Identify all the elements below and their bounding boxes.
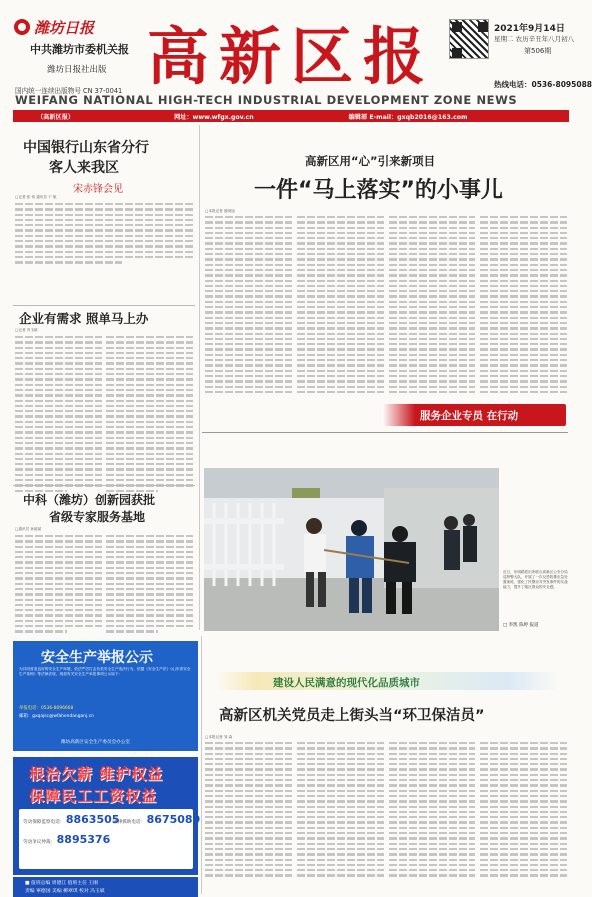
phone2-label: 法律援助电话：	[113, 820, 146, 825]
article-title-3a: 中科（潍坊）创新园获批	[23, 493, 156, 507]
salary-ad-phones	[19, 809, 201, 869]
photo-caption: 近日，东明路派出所联合高新区公安分局巡特警大队，开展了一次反恐防暴应急处置演练，强化了民警应对突发事件的实战能力，提升了辖区群众的安全感。	[503, 570, 568, 590]
website-link[interactable]: 网址：www.wfgx.gov.cn	[174, 113, 254, 121]
credits-line-2: 责编 寧德国 美编 柳翠琪 校对 冯玉斌	[25, 889, 105, 894]
safety-ad-phone: 举报电话：0536-8096668	[19, 706, 74, 711]
left-column	[13, 125, 195, 630]
phone3-number: 8895376	[56, 833, 111, 846]
masthead	[0, 0, 592, 108]
safety-ad	[13, 641, 198, 751]
bottom-story-body	[205, 742, 567, 890]
section-label: （高新区报）	[37, 113, 75, 121]
issn-line: 国内统一连续出版物号 CN 37-0041	[15, 87, 123, 95]
info-bar	[13, 110, 569, 122]
salary-ad-title-1: 根治欠薪 维护权益	[29, 765, 164, 783]
main-byline: □本报记者 夏晓旭	[205, 209, 235, 213]
credits-line-1: ■ 值班总编 周德江 值班主任 王刚	[25, 881, 98, 886]
email-link[interactable]: 编辑部 E-mail：gxqb2016@163.com	[348, 113, 468, 121]
article-body-3	[15, 535, 193, 636]
safety-ad-body: 为共同营造良好的安全生产环境，依法严厉打击各类安全生产违法行为，依据《安全生产法》《山东省安全生产条例》等法律法规，现将有关安全生产举报事项公示如下：	[19, 667, 191, 677]
footer-credits	[13, 877, 198, 897]
logo-text: 潍坊日报	[34, 18, 95, 37]
org-line-2: 潍坊日报社出版	[47, 65, 107, 75]
safety-ad-email: 邮箱：gxqajsc@wfahendanganj.cn	[19, 714, 94, 719]
issue-number: 第506期	[524, 47, 552, 55]
phone1-number: 8863505	[65, 813, 120, 826]
safety-ad-title: 安全生产举报公示	[41, 650, 153, 666]
english-title: WEIFANG NATIONAL HIGH-TECH INDUSTRIAL DEVELOPMENT ZONE NEWS	[15, 93, 518, 107]
issue-date: 2021年9月14日	[494, 24, 565, 34]
article-byline-2: □记者 冯玉斌	[15, 328, 38, 332]
slogan-banner	[215, 672, 560, 690]
safety-ad-footer: 潍坊高新区安全生产委员会办公室	[61, 740, 130, 745]
bottom-byline: □本报记者 邹 森	[205, 735, 233, 739]
logo-emblem-icon	[14, 19, 30, 35]
article-byline-3: □通讯员 孙丽斌	[15, 527, 42, 531]
article-title-3b: 省级专家服务基地	[49, 510, 146, 524]
photo-drill-scene	[204, 468, 499, 631]
article-body-1	[15, 203, 193, 267]
main-story-body	[205, 216, 567, 411]
phone2-number: 8675089	[146, 813, 201, 826]
service-banner	[382, 404, 566, 426]
qr-code	[449, 19, 489, 59]
phone1-label: 劳动保障监察电话：	[23, 820, 65, 825]
article-byline-1: □记者 张 伟 通讯员 于 航	[15, 195, 57, 199]
news-photo	[204, 468, 499, 631]
article-title-2: 企业有需求 照单马上办	[19, 311, 149, 326]
service-banner-text: 服务企业专员 在行动	[420, 410, 519, 422]
article-title-1b: 客人来我区	[49, 160, 119, 176]
phone3-label: 劳动争议仲裁：	[23, 840, 56, 845]
main-headline: 一件“马上落实”的小事儿	[254, 178, 503, 203]
main-kicker: 高新区用“心”引来新项目	[305, 154, 436, 168]
salary-ad-title-2: 保障民工工资权益	[29, 787, 158, 805]
article-body-2	[15, 336, 193, 495]
hotline: 热线电话：0536-8095088	[494, 80, 592, 89]
article-subtitle-1: 宋赤锋会见	[73, 184, 123, 195]
newspaper-logo	[14, 17, 122, 37]
bottom-headline: 高新区机关党员走上街头当“环卫保洁员”	[219, 708, 485, 724]
weekday-lunar: 星期二 农历辛丑年八月初八	[494, 35, 575, 43]
salary-ad	[13, 757, 201, 875]
slogan-text: 建设人民满意的现代化品质城市	[273, 677, 420, 689]
article-title-1a: 中国银行山东省分行	[23, 140, 149, 156]
org-line-1: 中共潍坊市委机关报	[30, 43, 129, 56]
photo-credit: □ 李凯 陈婷 报道	[503, 623, 539, 628]
masthead-title: 高新区报	[146, 20, 435, 93]
